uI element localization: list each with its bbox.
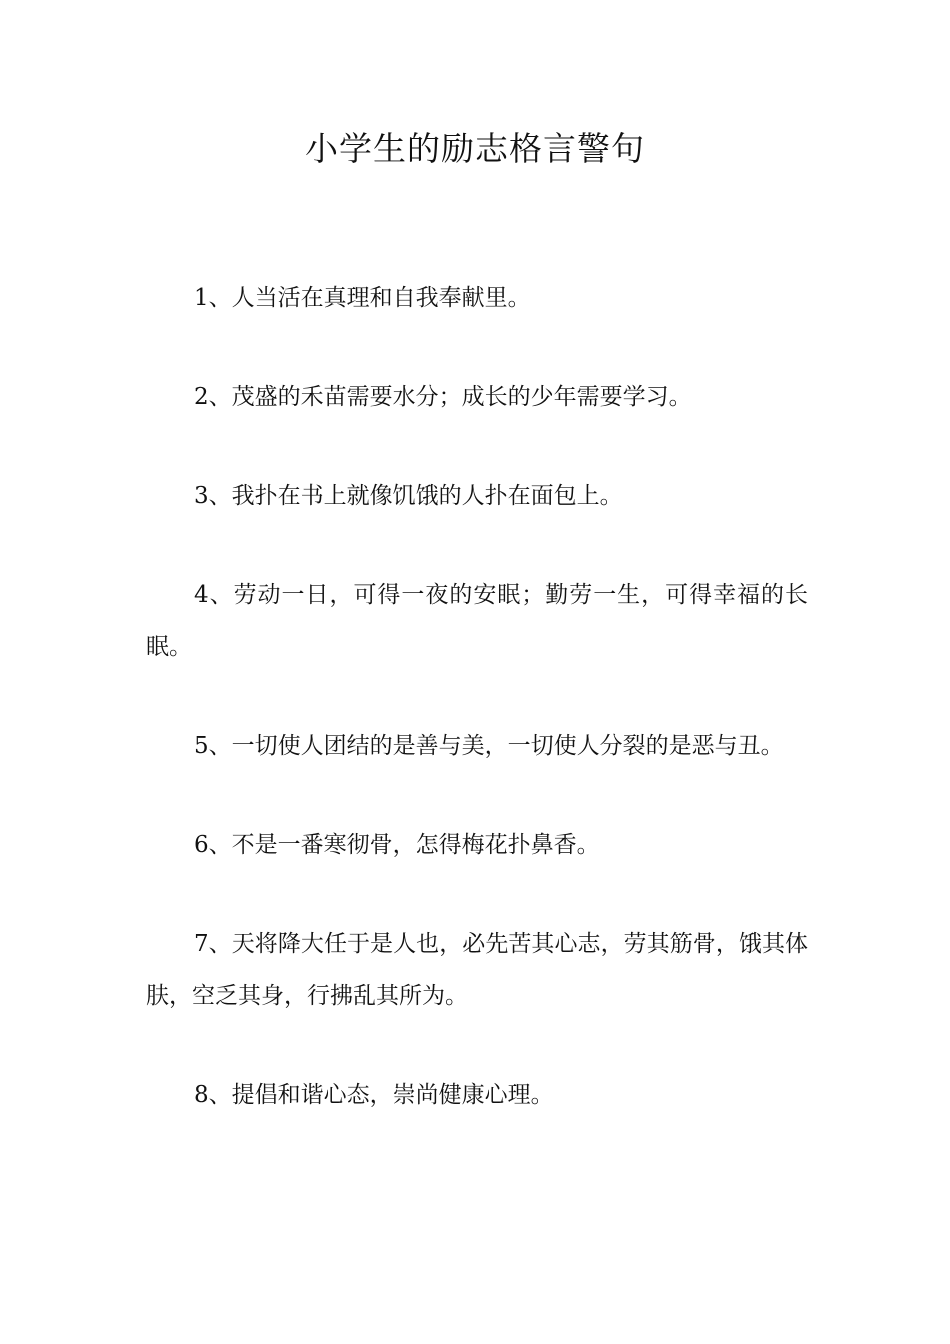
quote-item-2: 2、茂盛的禾苗需要水分；成长的少年需要学习。 xyxy=(194,384,692,410)
quote-item-7: 7、天将降大任于是人也，必先苦其心志，劳其筋骨，饿其体肤，空乏其身，行拂乱其所为。 xyxy=(146,931,808,1009)
quote-item-3: 3、我扑在书上就像饥饿的人扑在面包上。 xyxy=(194,483,623,509)
quote-list xyxy=(146,272,808,1168)
quote-item-4: 4、劳动一日，可得一夜的安眠；勤劳一生，可得幸福的长眠。 xyxy=(146,582,808,660)
quote-item-1: 1、人当活在真理和自我奉献里。 xyxy=(194,285,531,311)
document-title: 小学生的励志格言警句 xyxy=(305,129,645,168)
quote-item-6: 6、不是一番寒彻骨，怎得梅花扑鼻香。 xyxy=(194,832,600,858)
quote-item-8: 8、提倡和谐心态，崇尚健康心理。 xyxy=(194,1082,554,1108)
quote-item-5: 5、一切使人团结的是善与美，一切使人分裂的是恶与丑。 xyxy=(194,733,784,759)
